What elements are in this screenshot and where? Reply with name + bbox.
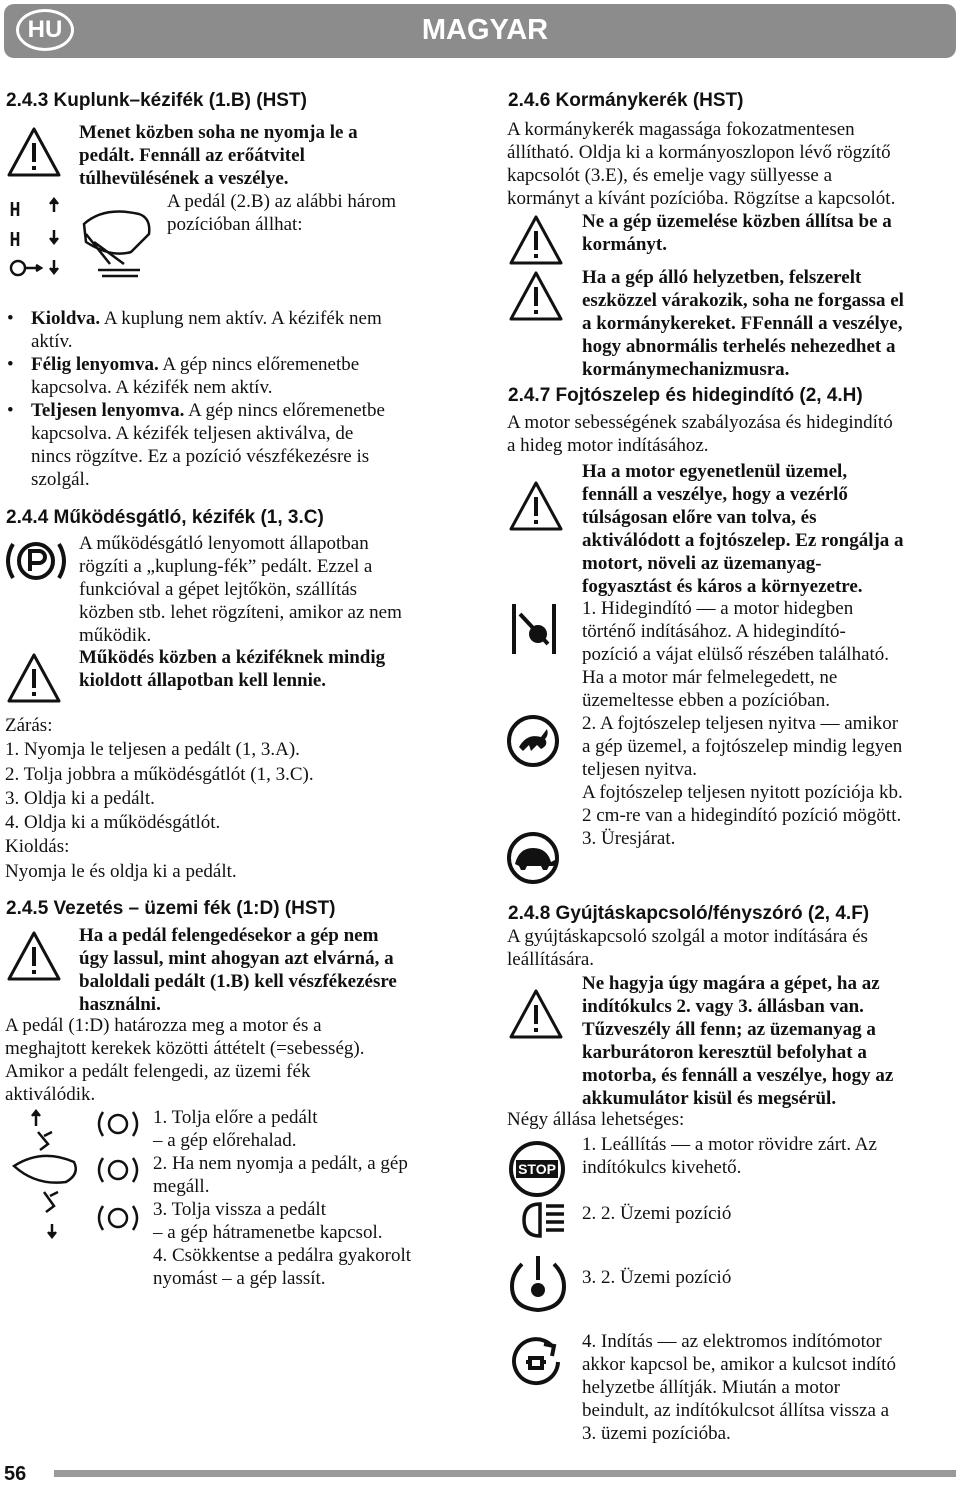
ignition-warning: Ne hagyja úgy magára a gépet, ha az indítókulcs 2. vagy 3. állásban van. Tűzveszély áll fenn; az üzemanyag a karburátoron keresztül befolyhat a motorba, és fennáll a veszélye, hogy az akkumulátor kisül és megsérül. [582,973,894,1109]
throttle-positions: 1. Hidegindító — a motor hidegben történő indításához. A hidegindító- pozíció a vájat elülső részében található. Ha a motor már felmelegedett, ne üzemeltesse ebben a pozícióban. 2. A fojtószelep teljesen nyitva — amikor a gép üzemel, a fojtószelep mindig legyen teljesen nyitva. A fojtószelep teljesen nyitott pozíciója kb. 2 cm-re van a hidegindító pozíció mögött. 3. Üresjárat. [582,598,903,849]
pedal-intro: A pedál (2.B) az alábbi három pozícióban állhat: [167,191,396,235]
page-header [4,4,956,58]
warning-icon [6,126,62,178]
throttle-text: A motor sebességének szabályozása és hidegindító a hideg motor indításához. [507,412,893,456]
page-number: 56 [4,1463,27,1485]
pedal-positions-list: • Kioldva. A kuplung nem aktív. A kézifék nem aktív. • Félig lenyomva. A gép nincs előremenetbe kapcsolva. A kézifék nem aktív. • Teljesen lenyomva. A gép nincs előremenetbe kapcsolva. A kézifék teljesen aktiválva, de nincs rögzítve. Ez a pozíció vészfékezésre is szolgál. [5,307,385,491]
warning-icon [6,930,62,982]
warning-icon [508,480,564,532]
ignition-text: A gyújtáskapcsoló szolgál a motor indítására és leállítására. [507,926,868,970]
list-item: • Félig lenyomva. A gép nincs előremenetbe [5,353,385,376]
parking-brake-warning: Működés közben a kéziféknek mindig kioldott állapotban kell lennie. [79,647,386,691]
steering-warning-1: Ne a gép üzemelése közben állítsa be a kormányt. [582,211,892,255]
footer-bar [54,1470,956,1477]
ignition-key-icon [508,1252,568,1314]
ignition-pos-2: 2. 2. Üzemi pozíció [582,1203,732,1224]
stop-icon [508,1140,566,1198]
section-2-4-3-title: 2.4.3 Kuplunk–kézifék (1.B) (HST) [6,90,307,111]
ignition-pos-1: 1. Leállítás — a motor rövidre zárt. Az indítókulcs kivehető. [582,1134,877,1178]
drive-pedal-list: 1. Tolja előre a pedált – a gép előrehalad. 2. Ha nem nyomja a pedált, a gép megáll. 3. Tolja vissza a pedált – a gép hátramenetbe kapcsol. 4. Csökkentse a pedálra gyakorolt nyomást – a gép lassít. [153,1107,412,1289]
list-item: • Teljesen lenyomva. A gép nincs előremenetbe [5,399,385,422]
svg-text:STOP: STOP [518,1161,556,1177]
section-2-4-6-title: 2.4.6 Kormánykerék (HST) [508,90,744,111]
choke-icon [510,600,558,658]
steering-text: A kormánykerék magassága fokozatmentesen állítható. Oldja ki a kormányoszlopon lévő rögzítő kapcsolót (3.E), és emelje vagy süllyesse a kormányt a kívánt pozícióba. Rögzítse a kapcsolót. [507,119,896,209]
section-2-4-4-title: 2.4.4 Működésgátló, kézifék (1, 3.C) [6,507,324,528]
fast-rabbit-icon [505,713,561,769]
section-2-4-5-title: 2.4.5 Vezetés – üzemi fék (1:D) (HST) [6,898,336,919]
throttle-warning: Ha a motor egyenetlenül üzemel, fennáll a veszélye, hogy a vezérlő túlságosan előre van tolva, és aktiválódott a fojtószelep. Ez rongálja a motort, növeli az üzemanyag- fogyasztást és káros a környezetre. [582,461,904,597]
section-2-4-8-title: 2.4.8 Gyújtáskapcsoló/fényszóró (2, 4.F) [508,903,870,924]
ignition-pos-4: 4. Indítás — az elektromos indítómotor akkor kapcsol be, amikor a kulcsot indító helyzetbe állítják. Miután a motor beindult, az indítókulcsot állítsa vissza a 3. üzemi pozícióba. [582,1331,896,1444]
ignition-positions-intro: Négy állása lehetséges: [507,1109,685,1130]
pedal-positions-icon [6,194,156,284]
headlight-icon [506,1198,568,1242]
drive-pedal-icon [8,1106,144,1240]
parking-lock-steps: Zárás: 1. Nyomja le teljesen a pedált (1, 3.A). 2. Tolja jobbra a működésgátlót (1, 3.C). 3. Oldja ki a pedált. 4. Oldja ki a működésgátlót. Kioldás: Nyomja le és oldja ki a pedált. [5,715,314,882]
ignition-pos-3: 3. 2. Üzemi pozíció [582,1267,732,1288]
parking-lock-text: A működésgátló lenyomott állapotban rögzíti a „kuplung-fék” pedált. Ezzel a funkcióval a gépet lejtőkön, szállítás közben stb. lehet rögzíteni, amikor az nem működik. [79,533,402,646]
steering-warning-2: Ha a gép álló helyzetben, felszerelt eszközzel várakozik, soha ne forgassa el a kormánykereket. FFennáll a veszélye, hogy abnormális terhelés nehezedhet a kormánymechanizmusra. [582,267,904,380]
warning-icon [508,988,564,1040]
warning-icon [6,652,62,704]
clutch-warning: Menet közben soha ne nyomja le a pedált. Fennáll az erőátvitel túlhevülésének a veszélye. [79,122,358,189]
list-item: • Kioldva. A kuplung nem aktív. A kézifék nem [5,307,385,330]
drive-pedal-text: A pedál (1:D) határozza meg a motor és a meghajtott kerekek közötti áttételt (=sebesség). Amikor a pedált felengedi, az üzemi fék aktiválódik. [5,1015,365,1105]
section-2-4-7-title: 2.4.7 Fojtószelep és hidegindító (2, 4.H) [508,385,863,406]
language-title: MAGYAR [421,14,549,46]
engine-start-icon [508,1332,566,1392]
warning-icon [508,214,564,266]
language-badge: HU [16,9,74,51]
parking-brake-icon [4,536,68,586]
service-brake-warning: Ha a pedál felengedésekor a gép nem úgy lassul, mint ahogyan azt elvárná, a baloldali pedált (1.B) kell vészfékezésre használni. [79,925,397,1015]
slow-turtle-icon [505,830,561,886]
warning-icon [508,270,564,322]
